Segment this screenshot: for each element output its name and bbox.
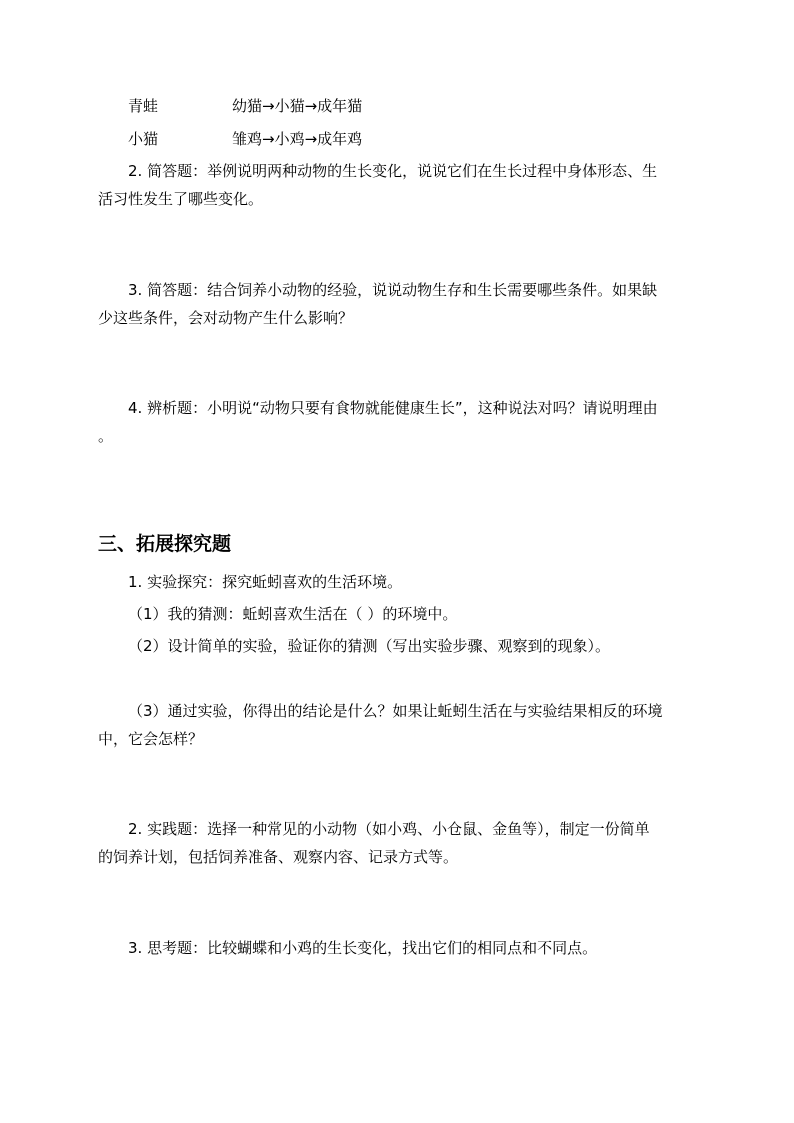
experiment-sub-2: （2）设计简单的实验，验证你的猜测（写出实验步骤、观察到的现象）。	[128, 637, 611, 655]
question-3-line-1: 3. 简答题：结合饲养小动物的经验，说说动物生存和生长需要哪些条件。如果缺	[128, 281, 658, 299]
experiment-sub-1: （1）我的猜测：蚯蚓喜欢生活在（ ）的环境中。	[128, 605, 458, 623]
practice-question-line-1: 2. 实践题：选择一种常见的小动物（如小鸡、小仓鼠、金鱼等），制定一份简单	[128, 820, 650, 838]
matching-right-1: 幼猫→小猫→成年猫	[232, 97, 363, 115]
experiment-sub-3-line-2: 中，它会怎样？	[98, 730, 204, 748]
matching-left-2: 小猫	[128, 130, 159, 148]
question-2-line-1: 2. 简答题：举例说明两种动物的生长变化，说说它们在生长过程中身体形态、生	[128, 162, 658, 180]
matching-left-1: 青蛙	[128, 97, 159, 115]
experiment-question: 1. 实验探究：探究蚯蚓喜欢的生活环境。	[128, 573, 403, 591]
question-4-line-2: 。	[98, 427, 114, 445]
section-3-title: 三、拓展探究题	[98, 533, 232, 555]
question-3-line-2: 少这些条件，会对动物产生什么影响？	[98, 309, 354, 327]
question-2-line-2: 活习性发生了哪些变化。	[98, 190, 264, 208]
thinking-question: 3. 思考题：比较蝴蝶和小鸡的生长变化，找出它们的相同点和不同点。	[128, 939, 598, 957]
matching-right-2: 雏鸡→小鸡→成年鸡	[232, 130, 363, 148]
question-4-line-1: 4. 辨析题：小明说“动物只要有食物就能健康生长”，这种说法对吗？请说明理由	[128, 399, 658, 417]
experiment-sub-3-line-1: （3）通过实验，你得出的结论是什么？如果让蚯蚓生活在与实验结果相反的环境	[128, 702, 663, 720]
practice-question-line-2: 的饲养计划，包括饲养准备、观察内容、记录方式等。	[98, 848, 459, 866]
